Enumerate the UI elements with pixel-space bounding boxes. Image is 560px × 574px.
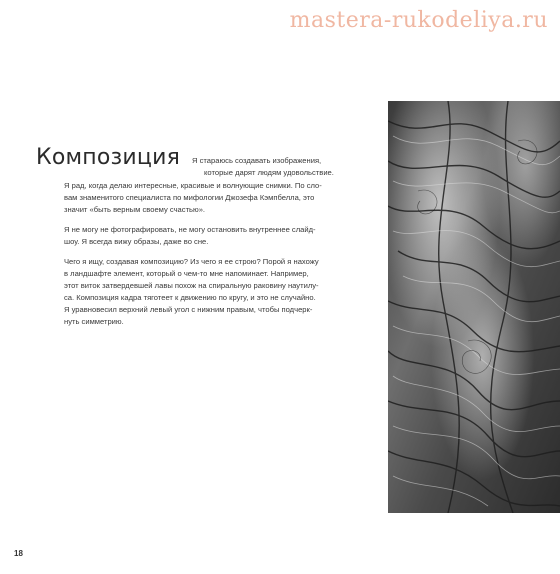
body-paragraph-3 bbox=[64, 256, 364, 328]
text-line: Чего я ищу, создавая композицию? Из чего я ее строю? Порой я нахожу bbox=[64, 257, 319, 266]
body-paragraph-1 bbox=[64, 180, 364, 216]
text-line: вам знаменитого специалиста по мифологии Джозефа Кэмпбелла, это bbox=[64, 193, 315, 202]
intro-paragraph bbox=[192, 155, 362, 179]
text-line: Я рад, когда делаю интересные, красивые и волнующие снимки. По сло- bbox=[64, 181, 322, 190]
page-number: 18 bbox=[14, 549, 23, 558]
text-line: нуть симметрию. bbox=[64, 317, 124, 326]
intro-line: Я стараюсь создавать изображения, bbox=[192, 156, 322, 165]
text-line: этот виток затвердевшей лавы похож на спиральную раковину наутилу- bbox=[64, 281, 319, 290]
text-line: в ландшафте элемент, который о чем-то мне напоминает. Например, bbox=[64, 269, 309, 278]
text-line: шоу. Я всегда вижу образы, даже во сне. bbox=[64, 237, 209, 246]
text-line: са. Композиция кадра тяготеет к движению по кругу, и это не случайно. bbox=[64, 293, 316, 302]
intro-line: которые дарят людям удовольствие. bbox=[204, 167, 334, 177]
section-heading: Композиция bbox=[36, 145, 181, 170]
watermark: mastera-rukodeliya.ru bbox=[289, 8, 548, 33]
text-line: значит «быть верным своему счастью». bbox=[64, 205, 206, 214]
text-line: Я уравновесил верхний левый угол с нижним правым, чтобы подчерк- bbox=[64, 305, 313, 314]
lava-photo bbox=[388, 101, 560, 513]
text-line: Я не могу не фотографировать, не могу остановить внутреннее слайд- bbox=[64, 225, 316, 234]
body-paragraph-2 bbox=[64, 224, 364, 248]
